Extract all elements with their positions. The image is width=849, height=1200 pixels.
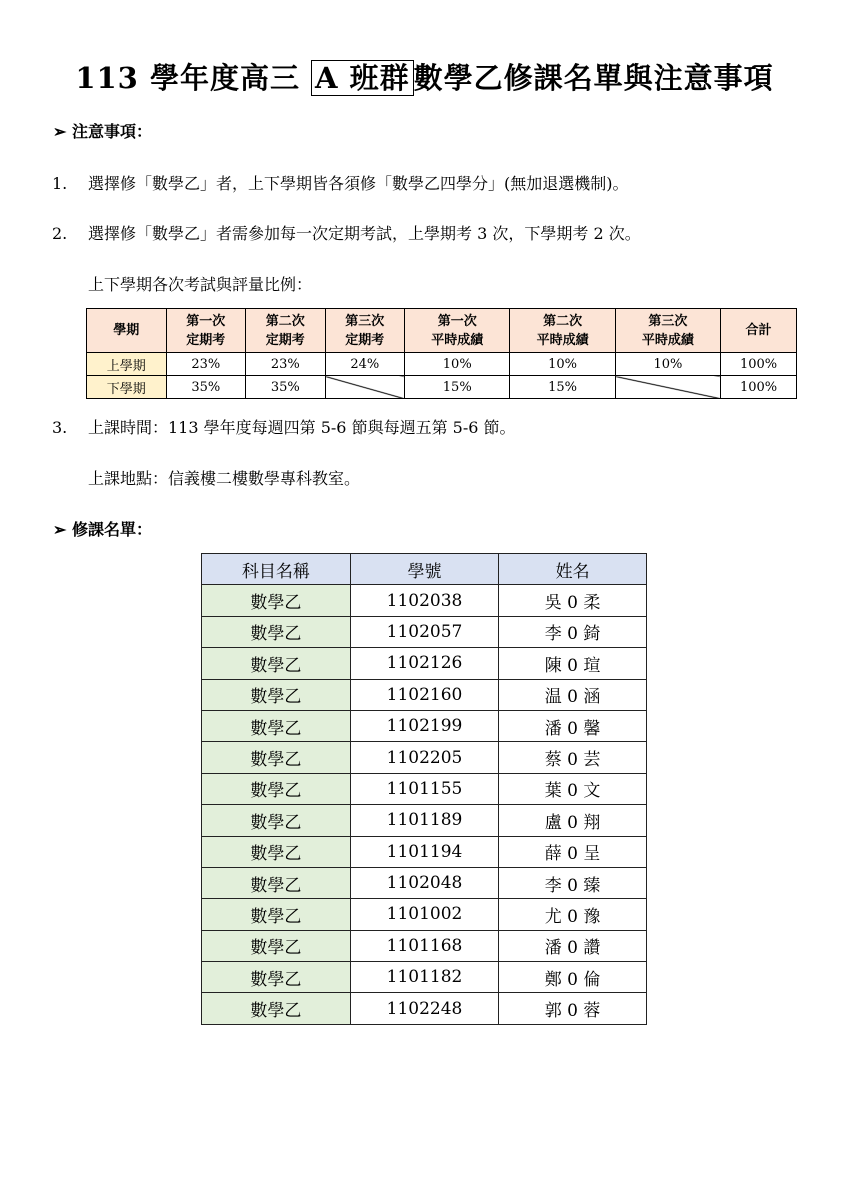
table-row [202,616,647,647]
arrow-bullet-icon: ➢ [53,122,72,141]
subject-cell: 數學乙 [202,616,351,647]
table-row [202,930,647,961]
header-line: 第一次 [186,313,226,329]
title-prefix: 113 學年度高三 [75,61,312,95]
subject-cell: 數學乙 [202,993,351,1024]
subject-cell: 數學乙 [202,962,351,993]
column-header [615,309,720,353]
subject-cell: 數學乙 [202,585,351,616]
ratio-cell: 10% [510,353,615,376]
student-name-cell: 陳 0 瑄 [499,648,647,679]
item-number: 3. [52,418,68,437]
empty-slashed-cell [615,376,720,399]
subject-cell: 數學乙 [202,930,351,961]
arrow-bullet-icon: ➢ [53,520,72,539]
student-id-cell: 1102057 [350,616,498,647]
header-line: 第二次 [265,313,305,329]
student-name-cell: 潘 0 讚 [499,930,647,961]
student-name-cell: 李 0 錡 [499,616,647,647]
empty-slashed-cell [325,376,405,399]
subject-cell: 數學乙 [202,742,351,773]
student-name-cell: 薛 0 呈 [499,836,647,867]
page-title [0,56,849,97]
ratio-cell: 15% [405,376,510,399]
table-row [202,962,647,993]
ratio-cell: 35% [246,376,326,399]
subject-cell: 數學乙 [202,867,351,898]
header-line: 合計 [745,323,772,338]
column-header [325,309,405,353]
semester-label: 上學期 [87,353,167,376]
student-name-cell: 葉 0 文 [499,773,647,804]
student-id-cell: 1101155 [350,773,498,804]
column-header [87,309,167,353]
note-item-2 [52,221,641,244]
item-number: 2. [52,224,68,243]
table-row [87,376,797,399]
subject-cell: 數學乙 [202,773,351,804]
student-id-cell: 1102038 [350,585,498,616]
student-id-cell: 1102126 [350,648,498,679]
table-row [202,867,647,898]
ratio-cell: 35% [166,376,246,399]
semester-label: 下學期 [87,376,167,399]
column-header [246,309,326,353]
ratio-cell: 23% [246,353,326,376]
student-id-cell: 1102199 [350,710,498,741]
header-line: 平時成績 [641,332,694,348]
student-name-cell: 吳 0 柔 [499,585,647,616]
student-id-cell: 1102160 [350,679,498,710]
student-name-cell: 李 0 臻 [499,867,647,898]
header-line: 定期考 [186,332,226,348]
ratio-cell: 100% [721,353,797,376]
student-id-cell: 1101002 [350,899,498,930]
table-row [202,773,647,804]
subject-cell: 數學乙 [202,805,351,836]
header-line: 定期考 [265,332,305,348]
table-row [202,899,647,930]
location-text: 上課地點：信義樓二樓數學專科教室。 [88,469,361,488]
table-row [202,648,647,679]
column-header [405,309,510,353]
roster-heading [53,517,152,540]
student-id-cell: 1102248 [350,993,498,1024]
note-item-1 [52,171,629,194]
table-row [202,679,647,710]
header-line: 第三次 [648,313,688,329]
header-line: 第一次 [437,313,477,329]
item-text: 選擇修「數學乙」者需參加每一次定期考試，上學期考 3 次，下學期考 2 次。 [88,224,641,243]
header-line: 平時成績 [431,332,484,348]
header-line: 第二次 [543,313,583,329]
table-row [202,585,647,616]
subject-cell: 數學乙 [202,836,351,867]
ratio-cell: 10% [615,353,720,376]
subject-cell: 數學乙 [202,710,351,741]
student-id-cell: 1101189 [350,805,498,836]
table-header-row [202,554,647,585]
grade-ratio-table [86,308,797,399]
ratio-cell: 23% [166,353,246,376]
student-id-cell: 1102205 [350,742,498,773]
header-line: 第三次 [345,313,385,329]
table-row [202,710,647,741]
column-header: 科目名稱 [202,554,351,585]
title-suffix: 數學乙修課名單與注意事項 [413,61,774,95]
subject-cell: 數學乙 [202,648,351,679]
title-boxed-group: A 班群 [311,60,414,96]
column-header: 學號 [350,554,498,585]
student-id-cell: 1101182 [350,962,498,993]
table-header-row [87,309,797,353]
student-name-cell: 尤 0 豫 [499,899,647,930]
table-row [87,353,797,376]
student-name-cell: 盧 0 翔 [499,805,647,836]
item-text: 上課時間：113 學年度每週四第 5-6 節與每週五第 5-6 節。 [88,418,516,437]
student-name-cell: 温 0 涵 [499,679,647,710]
student-name-cell: 蔡 0 芸 [499,742,647,773]
column-header [166,309,246,353]
table-row [202,993,647,1024]
header-line: 平時成績 [536,332,589,348]
note-item-3 [52,415,516,438]
roster-table [201,553,647,1025]
column-header [721,309,797,353]
item-text: 選擇修「數學乙」者，上下學期皆各須修「數學乙四學分」(無加退選機制)。 [88,174,629,193]
table-row [202,742,647,773]
subject-cell: 數學乙 [202,899,351,930]
item-number: 1. [52,174,68,193]
ratio-cell: 10% [405,353,510,376]
student-id-cell: 1101194 [350,836,498,867]
student-name-cell: 郭 0 蓉 [499,993,647,1024]
header-line: 學期 [113,323,140,338]
student-name-cell: 鄭 0 倫 [499,962,647,993]
subject-cell: 數學乙 [202,679,351,710]
ratio-caption: 上下學期各次考試與評量比例： [88,275,313,294]
student-id-cell: 1101168 [350,930,498,961]
column-header: 姓名 [499,554,647,585]
student-id-cell: 1102048 [350,867,498,898]
ratio-cell: 24% [325,353,405,376]
header-line: 定期考 [345,332,385,348]
ratio-cell: 15% [510,376,615,399]
notes-heading [53,119,152,142]
student-name-cell: 潘 0 馨 [499,710,647,741]
notes-heading-text: 注意事項： [71,122,152,141]
ratio-cell: 100% [721,376,797,399]
roster-heading-text: 修課名單： [71,520,152,539]
table-row [202,805,647,836]
column-header [510,309,615,353]
table-row [202,836,647,867]
